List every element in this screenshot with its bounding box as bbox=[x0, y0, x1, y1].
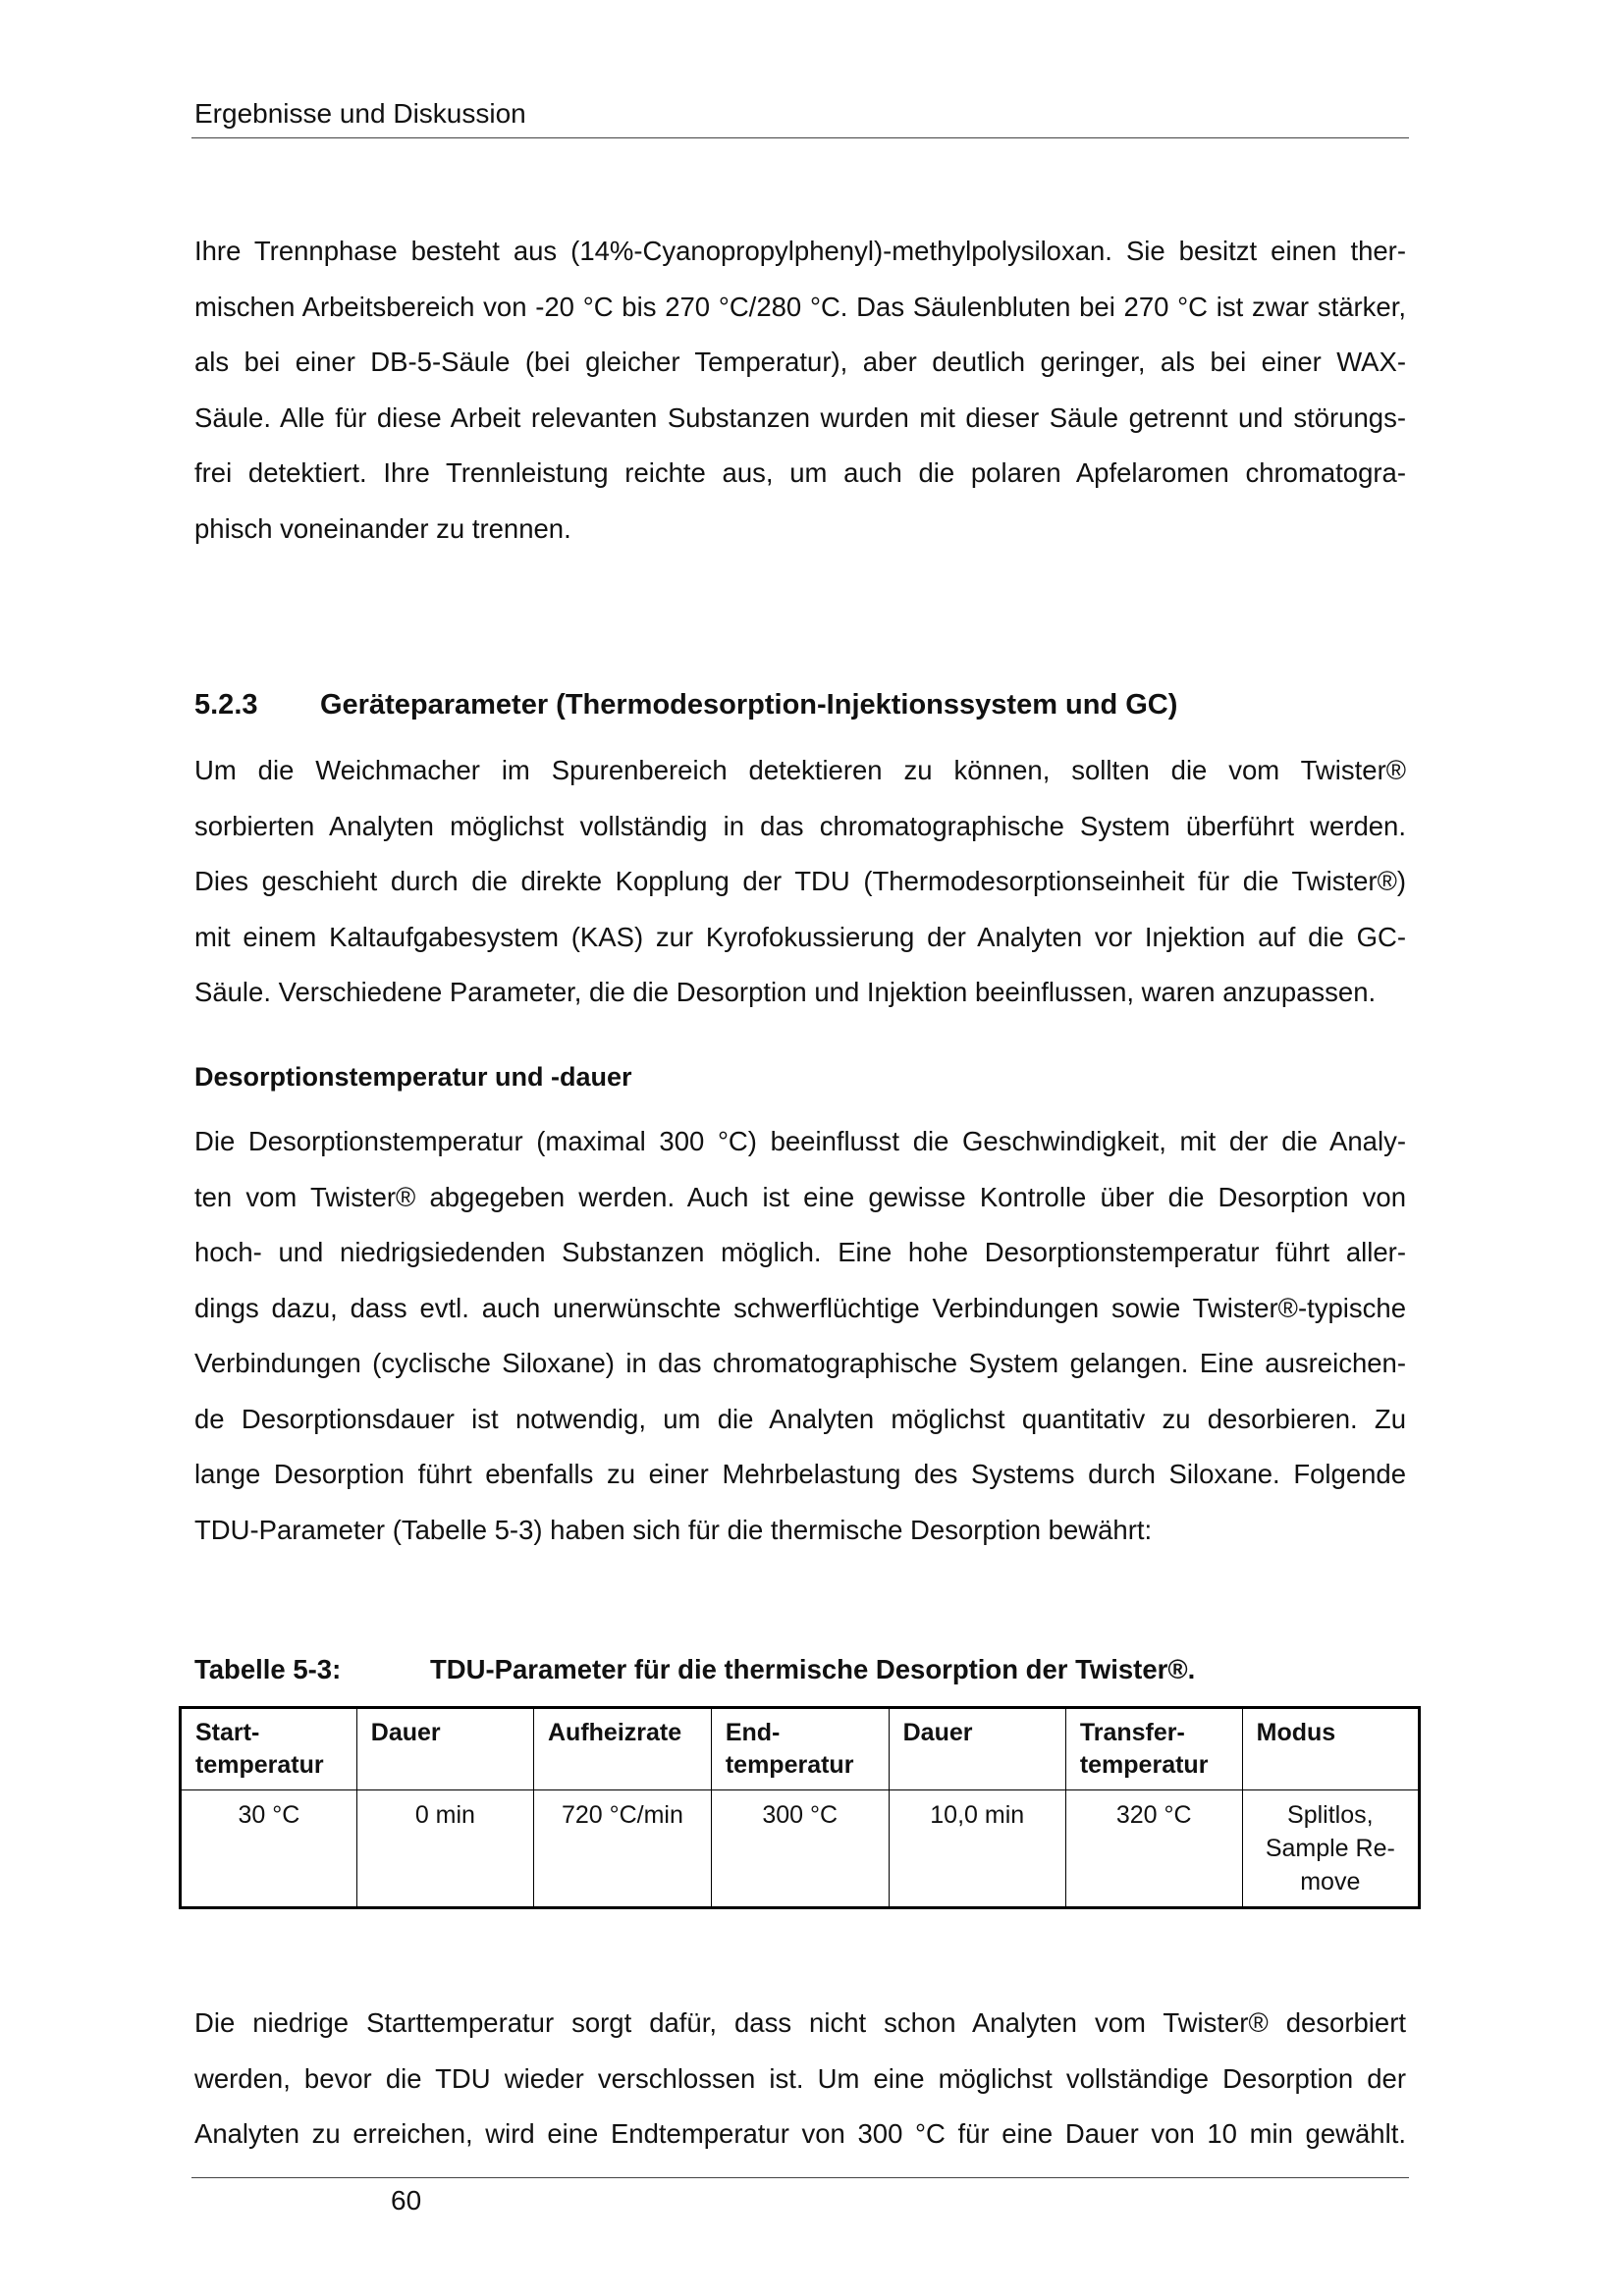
text-line: Dies geschieht durch die direkte Kopplung der TDU (Thermodesorptionseinheit für die Twister®) bbox=[194, 866, 1406, 896]
table-caption-text: TDU-Parameter für die thermische Desorption der Twister®. bbox=[430, 1654, 1196, 1684]
table-header-row bbox=[181, 1708, 1420, 1790]
table-row bbox=[181, 1790, 1420, 1908]
header-cell-hold-duration: Dauer bbox=[889, 1708, 1065, 1790]
header-cell-transfer-temperature: Transfer- temperatur bbox=[1065, 1708, 1242, 1790]
footer-rule bbox=[191, 2177, 1409, 2178]
text-line: mit einem Kaltaufgabesystem (KAS) zur Kyrofokussierung der Analyten vor Injektion auf die GC- bbox=[194, 921, 1406, 952]
text-line: hoch- und niedrigsiedenden Substanzen möglich. Eine hohe Desorptionstemperatur führt aller- bbox=[194, 1237, 1406, 1267]
paragraph-intro-tdu bbox=[194, 743, 1406, 1021]
text-line: Um die Weichmacher im Spurenbereich detektieren zu können, sollten die vom Twister® bbox=[194, 755, 1406, 785]
text-line: phisch voneinander zu trennen. bbox=[194, 512, 571, 544]
text-line: lange Desorption führt ebenfalls zu einer Mehrbelastung des Systems durch Siloxane. Folgende bbox=[194, 1459, 1406, 1489]
table-cell: Splitlos, Sample Re- move bbox=[1242, 1790, 1419, 1908]
text-line: mischen Arbeitsbereich von -20 °C bis 270 °C/280 °C. Das Säulenbluten bei 270 °C ist zwar stärker, bbox=[194, 291, 1406, 322]
section-title: Geräteparameter (Thermodesorption-Injektionssystem und GC) bbox=[320, 689, 1178, 721]
paragraph-start-temperature bbox=[194, 1996, 1406, 2163]
table-cell: 10,0 min bbox=[889, 1790, 1065, 1908]
text-line: als bei einer DB-5-Säule (bei gleicher Temperatur), aber deutlich geringer, als bei einer WAX- bbox=[194, 347, 1406, 377]
section-number: 5.2.3 bbox=[194, 689, 258, 721]
table-caption-label: Tabelle 5-3: bbox=[194, 1654, 342, 1684]
text-line: werden, bevor die TDU wieder verschlossen ist. Um eine möglichst vollständige Desorption der bbox=[194, 2062, 1406, 2094]
table-caption bbox=[194, 1654, 1195, 1685]
header-cell-duration: Dauer bbox=[356, 1708, 533, 1790]
table-cell: 30 °C bbox=[181, 1790, 357, 1908]
section-heading bbox=[194, 689, 1177, 721]
table-cell: 0 min bbox=[356, 1790, 533, 1908]
text-line: Die niedrige Starttemperatur sorgt dafür, dass nicht schon Analyten vom Twister® desorbiert bbox=[194, 2007, 1406, 2038]
text-line: Säule. Verschiedene Parameter, die die Desorption und Injektion beeinflussen, waren anzupassen. bbox=[194, 977, 1377, 1007]
subsection-heading: Desorptionstemperatur und -dauer bbox=[194, 1062, 632, 1092]
text-line: TDU-Parameter (Tabelle 5-3) haben sich für die thermische Desorption bewährt: bbox=[194, 1514, 1153, 1545]
header-cell-start-temperature: Start- temperatur bbox=[181, 1708, 357, 1790]
table-cell: 720 °C/min bbox=[534, 1790, 712, 1908]
header-cell-heating-rate: Aufheizrate bbox=[534, 1708, 712, 1790]
text-line: Die Desorptionstemperatur (maximal 300 °C) beeinflusst die Geschwindigkeit, mit der die Analy- bbox=[194, 1126, 1406, 1156]
table-cell: 300 °C bbox=[711, 1790, 889, 1908]
paragraph-stationary-phase bbox=[194, 224, 1406, 557]
table-cell: 320 °C bbox=[1065, 1790, 1242, 1908]
header-rule bbox=[191, 137, 1409, 138]
text-line: ten vom Twister® abgegeben werden. Auch ist eine gewisse Kontrolle über die Desorption von bbox=[194, 1181, 1406, 1212]
header-cell-mode: Modus bbox=[1242, 1708, 1419, 1790]
running-header: Ergebnisse und Diskussion bbox=[194, 98, 526, 129]
text-line: de Desorptionsdauer ist notwendig, um die Analyten möglichst quantitativ zu desorbieren. Zu bbox=[194, 1403, 1406, 1434]
text-line: Säule. Alle für diese Arbeit relevanten Substanzen wurden mit dieser Säule getrennt und störungs- bbox=[194, 401, 1406, 433]
text-line: dings dazu, dass evtl. auch unerwünschte schwerflüchtige Verbindungen sowie Twister®-typische bbox=[194, 1292, 1406, 1323]
page-number: 60 bbox=[391, 2185, 422, 2216]
header-cell-end-temperature: End- temperatur bbox=[711, 1708, 889, 1790]
text-line: Verbindungen (cyclische Siloxane) in das chromatographische System gelangen. Eine ausreichen- bbox=[194, 1348, 1406, 1378]
text-line: Analyten zu erreichen, wird eine Endtemperatur von 300 °C für eine Dauer von 10 min gewählt. bbox=[194, 2118, 1406, 2149]
tdu-parameter-table bbox=[179, 1706, 1421, 1909]
paragraph-desorption bbox=[194, 1114, 1406, 1558]
text-line: sorbierten Analyten möglichst vollständig in das chromatographische System überführt werden. bbox=[194, 810, 1406, 841]
text-line: frei detektiert. Ihre Trennleistung reichte aus, um auch die polaren Apfelaromen chromatogra- bbox=[194, 457, 1406, 488]
text-line: Ihre Trennphase besteht aus (14%-Cyanopropylphenyl)-methylpolysiloxan. Sie besitzt einen ther- bbox=[194, 236, 1406, 266]
